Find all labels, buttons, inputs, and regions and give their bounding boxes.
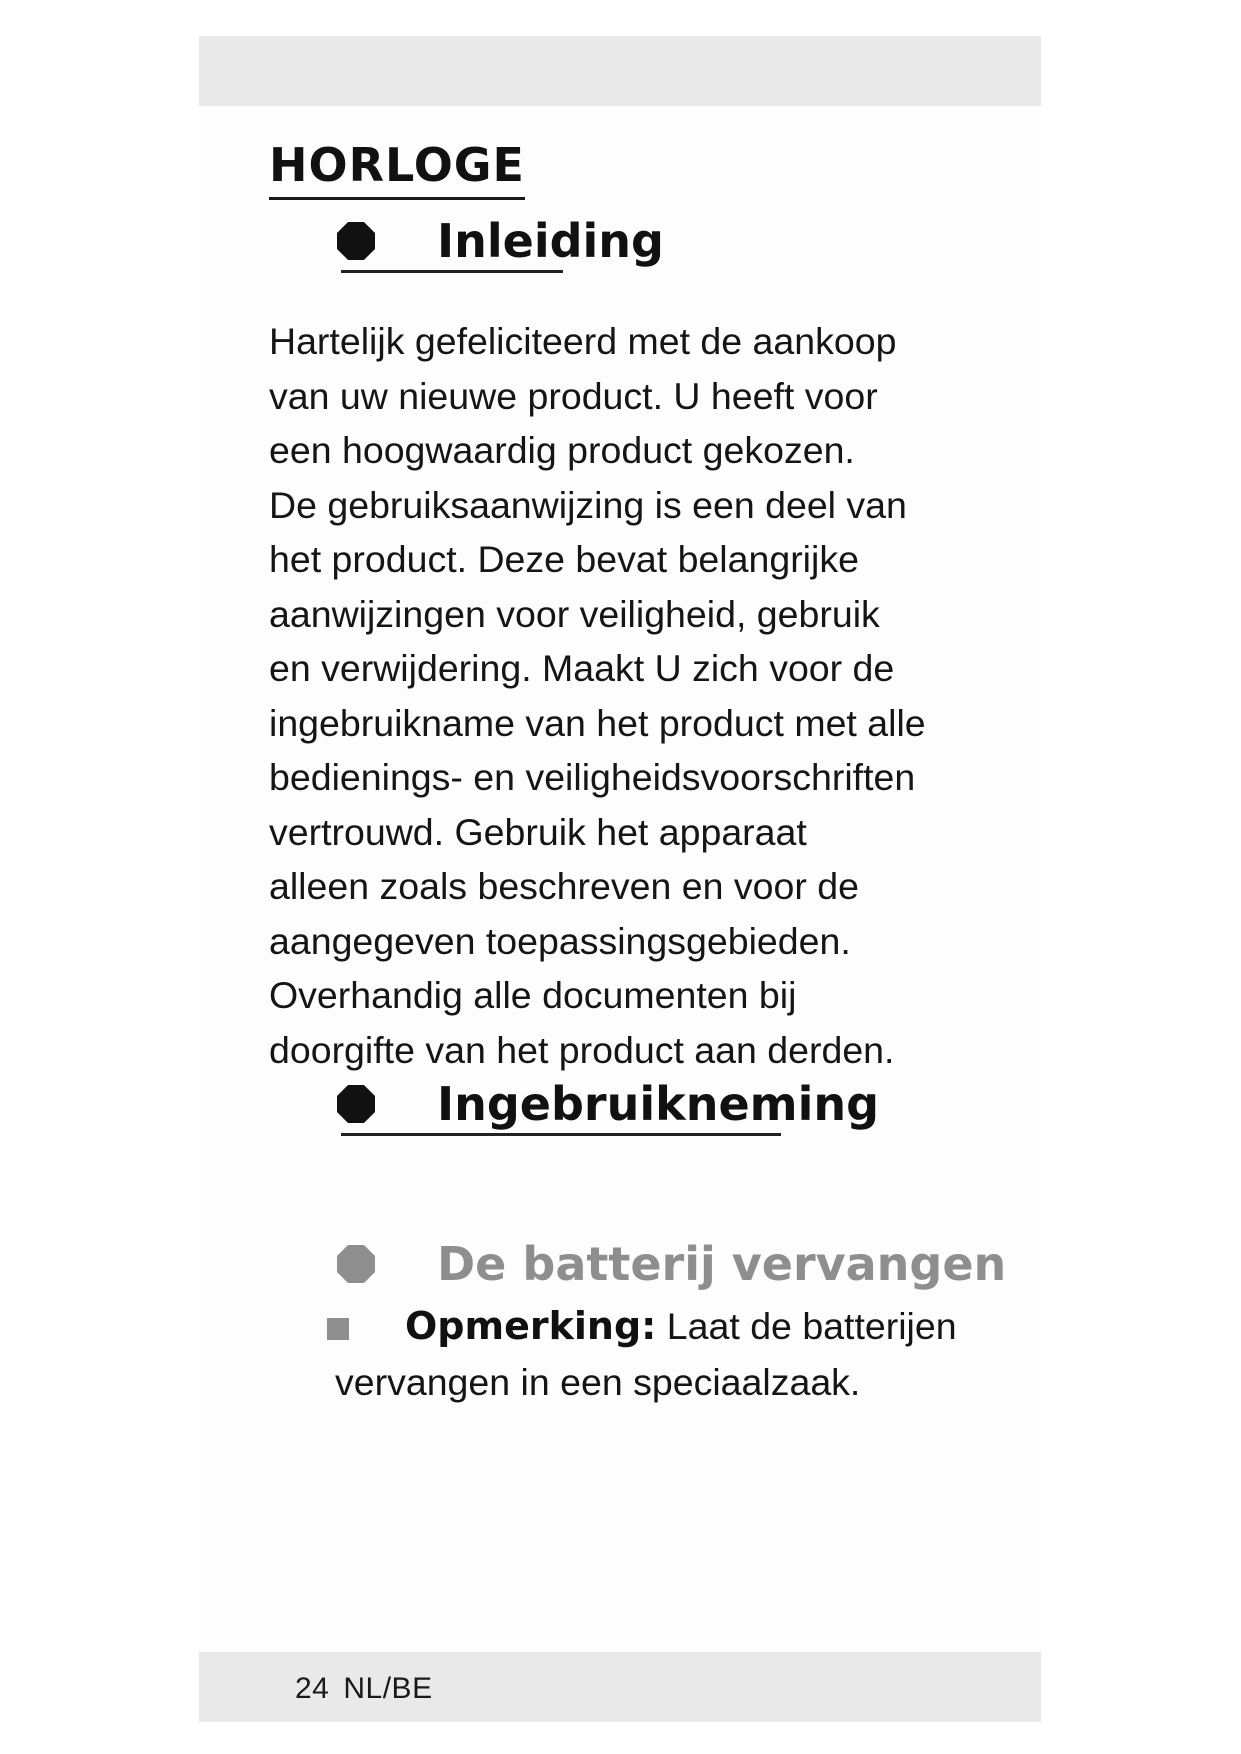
octagon-bullet-icon	[337, 222, 375, 260]
paragraph-line: De gebruiksaanwijzing is een deel van	[269, 483, 907, 526]
note-line: vervangen in een speciaalzaak.	[335, 1361, 861, 1403]
paragraph-line: Overhandig alle documenten bij	[269, 974, 797, 1016]
octagon-bullet-icon	[337, 1245, 375, 1283]
page-footer	[295, 1672, 433, 1706]
paragraph-line: aangegeven toepassingsgebieden.	[269, 919, 851, 962]
square-bullet-icon	[327, 1318, 349, 1340]
section-title: Inleiding	[437, 214, 664, 268]
section-title: De batterij vervangen	[437, 1237, 1007, 1291]
manual-page	[199, 36, 1041, 1722]
page-number: 24	[295, 1672, 330, 1705]
note-label: Opmerking:	[405, 1304, 657, 1348]
section-heading-inleiding	[337, 213, 664, 273]
section-underline	[341, 270, 563, 273]
paragraph-line: doorgifte van het product aan derden.	[269, 1028, 895, 1071]
page-title: HORLOGE	[269, 138, 525, 200]
paragraph-line: Hartelijk gefeliciteerd met de aankoop	[269, 320, 897, 362]
section-heading-batterij	[337, 1236, 1037, 1296]
section-title: Ingebruikneming	[437, 1077, 880, 1131]
paragraph-line: en verwijdering. Maakt U zich voor de	[269, 647, 895, 689]
paragraph-line: van uw nieuwe product. U heeft voor	[269, 374, 878, 417]
paragraph-line: ingebruikname van het product met alle	[269, 701, 926, 744]
section-heading-ingebruikneming	[337, 1076, 897, 1136]
note-text: Laat de batterijen	[656, 1305, 957, 1347]
intro-paragraph	[269, 314, 989, 1077]
paragraph-line: een hoogwaardig product gekozen.	[269, 429, 855, 471]
section-underline	[341, 1133, 781, 1136]
header-band	[199, 36, 1041, 106]
paragraph-line: vertrouwd. Gebruik het apparaat	[269, 810, 807, 853]
paragraph-line: aanwijzingen voor veiligheid, gebruik	[269, 592, 880, 635]
paragraph-line: alleen zoals beschreven en voor de	[269, 865, 859, 907]
locale-label: NL/BE	[343, 1672, 433, 1705]
paragraph-line: bedienings- en veiligheidsvoorschriften	[269, 756, 916, 798]
note-line	[405, 1298, 957, 1354]
octagon-bullet-icon	[337, 1085, 375, 1123]
paragraph-line: het product. Deze bevat belangrijke	[269, 538, 859, 580]
